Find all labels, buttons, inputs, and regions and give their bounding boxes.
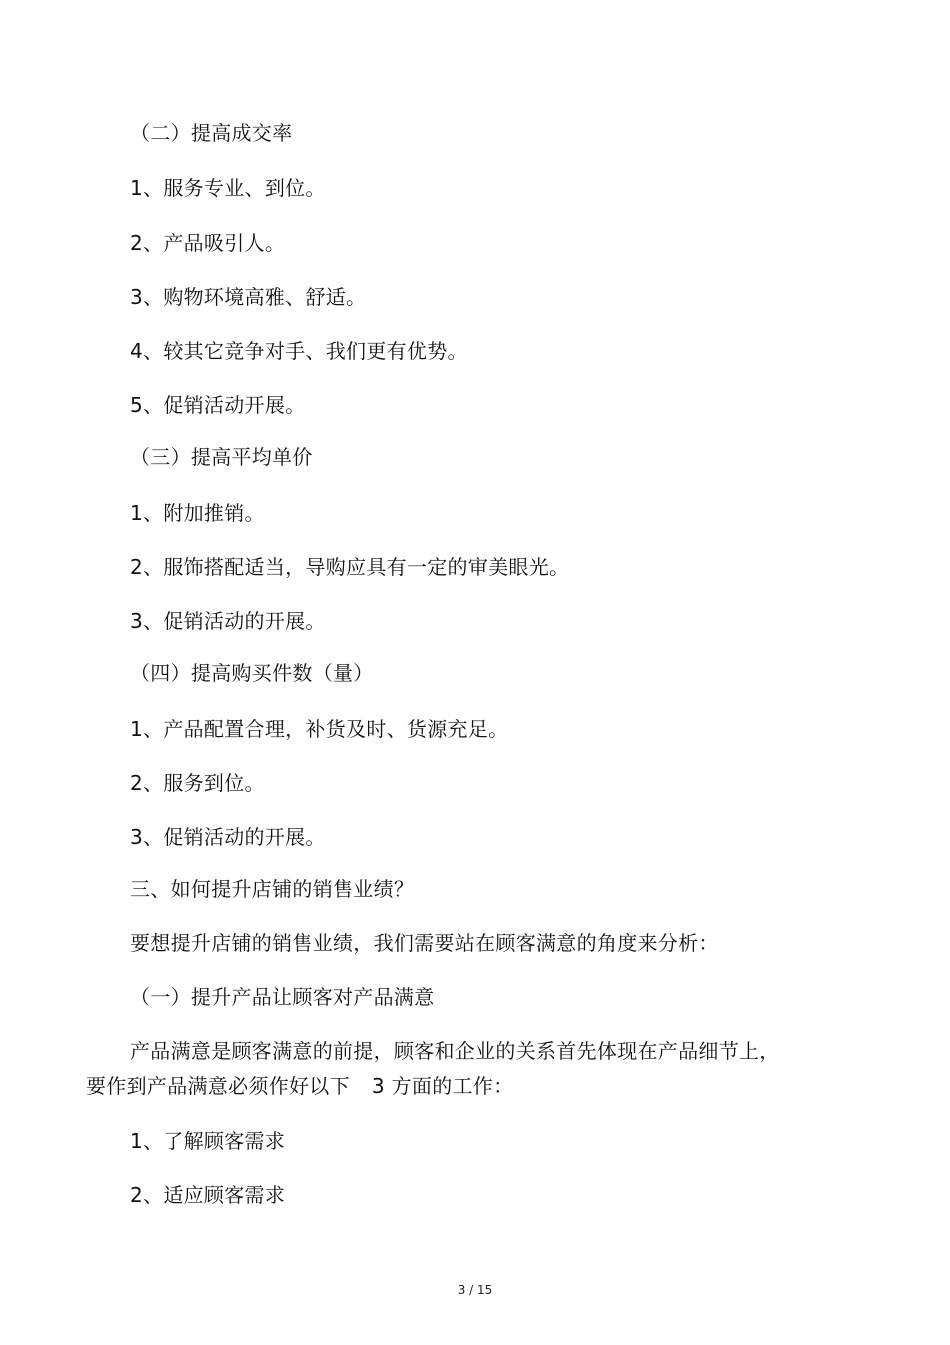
paragraph: 要想提升店铺的销售业绩，我们需要站在顾客满意的角度来分析： <box>130 931 719 955</box>
section-heading: （三）提高平均单价 <box>130 445 313 469</box>
list-item: 3、促销活动的开展。 <box>130 609 326 633</box>
page-number: 3 / 15 <box>457 1283 493 1297</box>
list-item: 3、购物环境高雅、舒适。 <box>130 285 367 309</box>
paragraph-continuation <box>86 1074 513 1098</box>
list-item: 1、了解顾客需求 <box>130 1129 286 1153</box>
paragraph-text: 3 方面的工作： <box>371 1074 514 1098</box>
paragraph: 产品满意是顾客满意的前提，顾客和企业的关系首先体现在产品细节上， <box>130 1039 780 1063</box>
list-item: 3、促销活动的开展。 <box>130 825 326 849</box>
list-item: 4、较其它竞争对手、我们更有优势。 <box>130 339 468 363</box>
list-item: 1、产品配置合理，补货及时、货源充足。 <box>130 717 509 741</box>
list-item: 2、产品吸引人。 <box>130 231 286 255</box>
section-heading: （四）提高购买件数（量） <box>130 661 374 685</box>
list-item: 5、促销活动开展。 <box>130 393 306 417</box>
list-item: 2、服务到位。 <box>130 771 265 795</box>
paragraph-text: 要作到产品满意必须作好以下 <box>86 1074 350 1098</box>
chapter-heading: 三、如何提升店铺的销售业绩？ <box>130 877 415 901</box>
list-item: 1、服务专业、到位。 <box>130 176 326 200</box>
list-item: 2、适应顾客需求 <box>130 1183 286 1207</box>
list-item: 2、服饰搭配适当，导购应具有一定的审美眼光。 <box>130 555 570 579</box>
section-heading: （一）提升产品让顾客对产品满意 <box>130 985 435 1009</box>
list-item: 1、附加推销。 <box>130 501 265 525</box>
section-heading: （二）提高成交率 <box>130 121 293 145</box>
